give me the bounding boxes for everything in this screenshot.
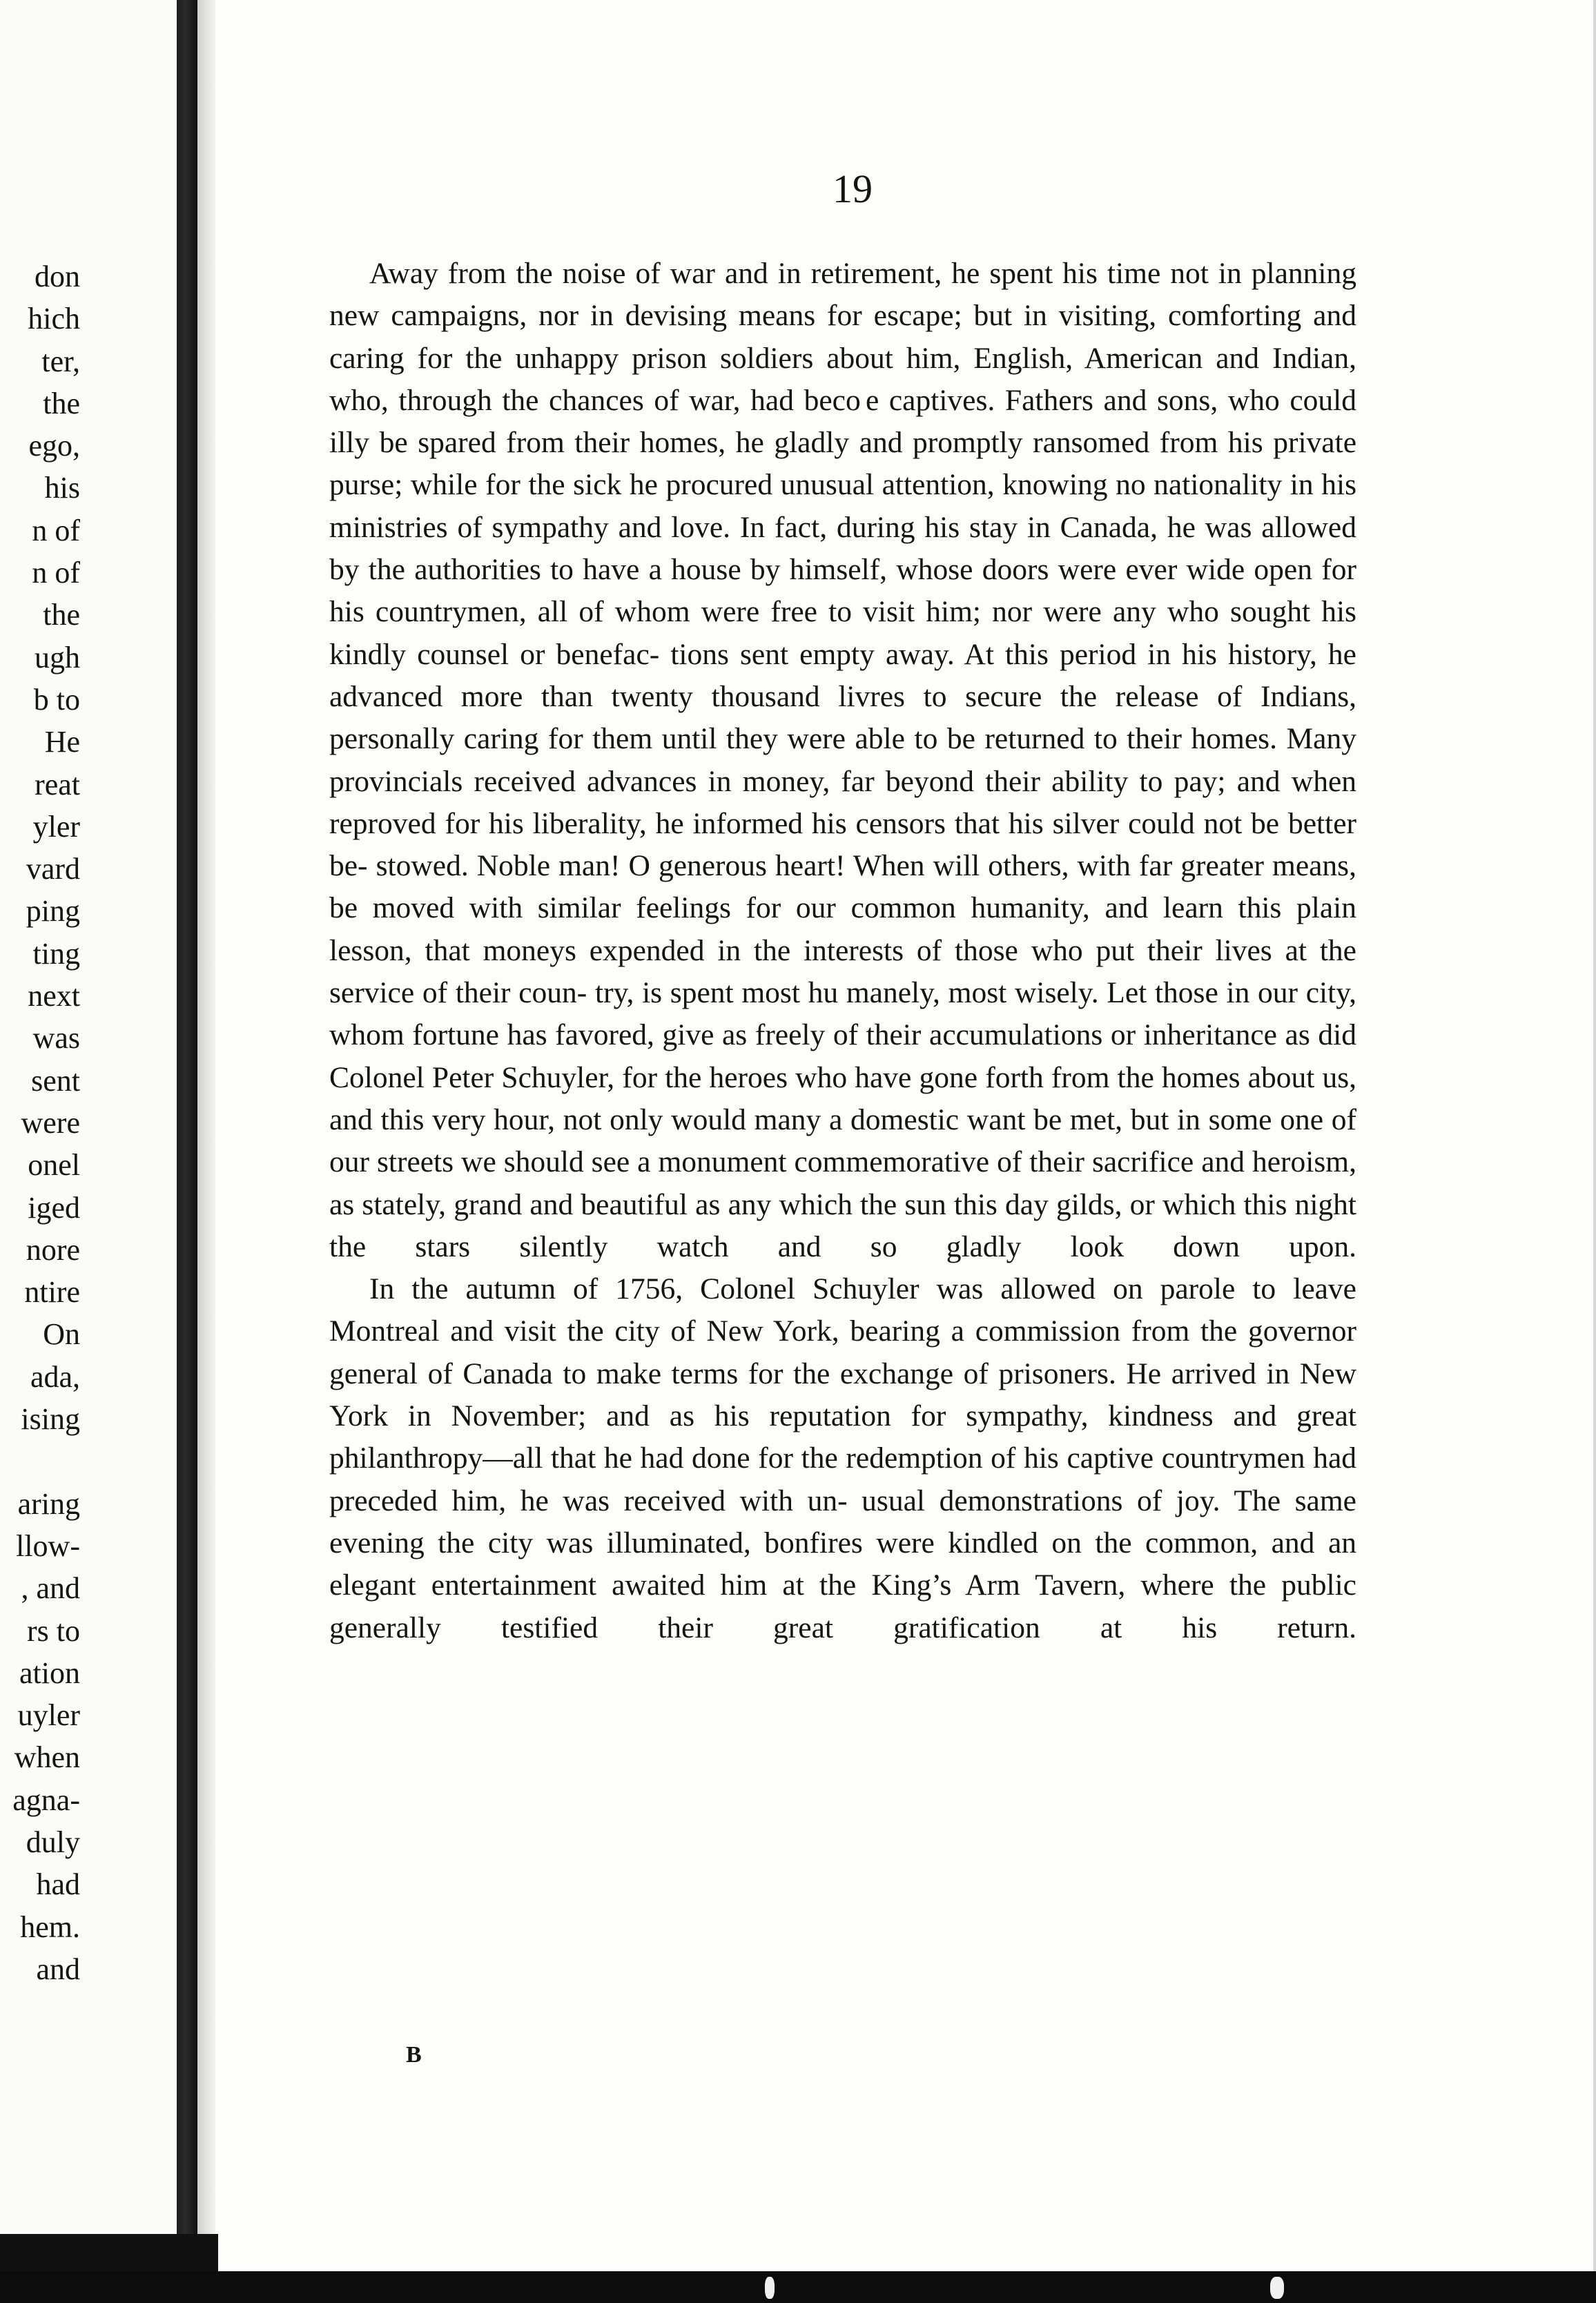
book-gutter: [177, 0, 197, 2271]
left-page-fragment: hem.: [20, 1910, 80, 1944]
gutter-shadow: [197, 0, 215, 2271]
left-facing-page: [0, 0, 177, 2234]
left-page-fragment: duly: [26, 1825, 80, 1859]
left-page-fragment: [0, 1440, 80, 1482]
left-page-fragment: sent: [31, 1063, 80, 1098]
scan-speck: [765, 2277, 775, 2299]
left-page-fragment: ising: [21, 1402, 80, 1437]
left-page-fragment: and: [36, 1952, 80, 1986]
left-page-fragment: aring: [17, 1486, 80, 1521]
paragraph-parole: In the autumn of 1756, Colonel Schuyler was allowed on parole to leave Montreal and visit the city of New York, bearing a commission from the governor general of Canada to make terms for the exchange of prisoners. He arrived in New York in November; and as his reputation for sympathy, kindness and great philanthropy—all that he had done for the redemption of his captive countrymen had preceded him, he was received with un- usual demonstrations of joy. The same evening the city was illuminated, bonfires were kindled on the common, and an elegant entertainment awaited him at the King’s Arm Tavern, where the public generally testified their great gratification at his return.: [329, 1272, 1356, 1644]
body-text: [329, 253, 1356, 1649]
page-number: 19: [833, 166, 873, 211]
left-page-fragment: vard: [26, 852, 80, 886]
scan-speck: [1270, 2277, 1284, 2299]
left-page-fragment: ada,: [30, 1359, 80, 1394]
left-page-fragment: was: [32, 1021, 80, 1056]
left-page-fragment: when: [14, 1740, 80, 1775]
left-page-fragment: uyler: [17, 1698, 80, 1733]
left-page-fragment: reat: [35, 767, 80, 801]
left-page-fragment: ter,: [41, 344, 80, 378]
left-page-fragment: ego,: [28, 429, 80, 463]
left-page-fragment: llow-: [16, 1528, 80, 1563]
left-page-fragment: agna-: [12, 1782, 80, 1817]
left-page-fragment: the: [43, 386, 80, 420]
scan-border-left: [0, 2234, 218, 2271]
left-page-fragment: were: [21, 1105, 80, 1140]
left-page-fragment: don: [35, 260, 80, 293]
left-page-fragment: b to: [33, 682, 80, 717]
left-page-fragment: next: [28, 979, 80, 1013]
left-page-fragment: ntire: [24, 1275, 80, 1310]
left-page-fragment: ting: [32, 936, 80, 971]
left-page-fragment: On: [43, 1317, 80, 1352]
left-page-fragment: the: [43, 598, 80, 632]
page-edge: [1593, 0, 1596, 2303]
left-page-fragment: onel: [28, 1148, 80, 1183]
left-page-fragment: rs to: [27, 1613, 80, 1648]
left-page-fragment: n of: [32, 556, 80, 590]
left-page-fragment: had: [36, 1867, 80, 1902]
scan-border-bottom: [0, 2271, 1596, 2303]
signature-mark: B: [406, 2042, 422, 2068]
left-page-fragment: yler: [32, 809, 80, 844]
left-page-fragment: iged: [28, 1190, 80, 1225]
paragraph-retirement: Away from the noise of war and in retirement, he spent his time not in planning new campaigns, nor in devising means for escape; but in visiting, comforting and caring for the unhappy prison soldiers about him, English, American and Indian, who, through the chances of war, had beco e captives. Fathers and sons, who could illy be spared from their homes, he gladly and promptly ransomed from his private purse; while for the sick he procured unusual attention, knowing no nationality in his ministries of sympathy and love. In fact, during his stay in Canada, he was allowed by the authorities to have a house by himself, whose doors were ever wide open for his countrymen, all of whom were free to visit him; nor were any who sought his kindly counsel or benefac- tions sent empty away. At this period in his history, he advanced more than twenty thousand livres to secure the release of Indians, personally caring for them until they were able to be returned to their homes. Many provincials received advances in money, far beyond their ability to pay; and when reproved for his liberality, he informed his censors that his silver could not be better be- stowed. Noble man! O generous heart! When will others, with far greater means, be moved with similar feelings for our common humanity, and learn this plain lesson, that moneys expended in the interests of those who put their lives at the service of their coun- try, is spent most hu manely, most wisely. Let those in our city, whom fortune has favored, give as freely of their accumulations or inheritance as did Colonel Peter Schuyler, for the heroes who have gone forth from the homes about us, and this very hour, not only would many a domestic want be met, but in some one of our streets we should see a monument commemorative of their sacrifice and heroism, as stately, grand and beautiful as any which the sun this day gilds, or which this night the stars silently watch and so gladly look down upon.: [329, 257, 1356, 1263]
left-page-fragment: , and: [21, 1571, 80, 1606]
left-page-line-fragments: [0, 255, 80, 1990]
left-page-fragment: n of: [32, 513, 80, 547]
left-page-fragment: his: [44, 471, 80, 505]
left-page-fragment: ation: [19, 1655, 80, 1690]
left-page-fragment: He: [44, 725, 80, 759]
left-page-fragment: hich: [28, 302, 80, 336]
left-page-fragment: ping: [26, 894, 80, 929]
left-page-fragment: nore: [26, 1232, 80, 1267]
left-page-fragment: ugh: [35, 640, 80, 674]
